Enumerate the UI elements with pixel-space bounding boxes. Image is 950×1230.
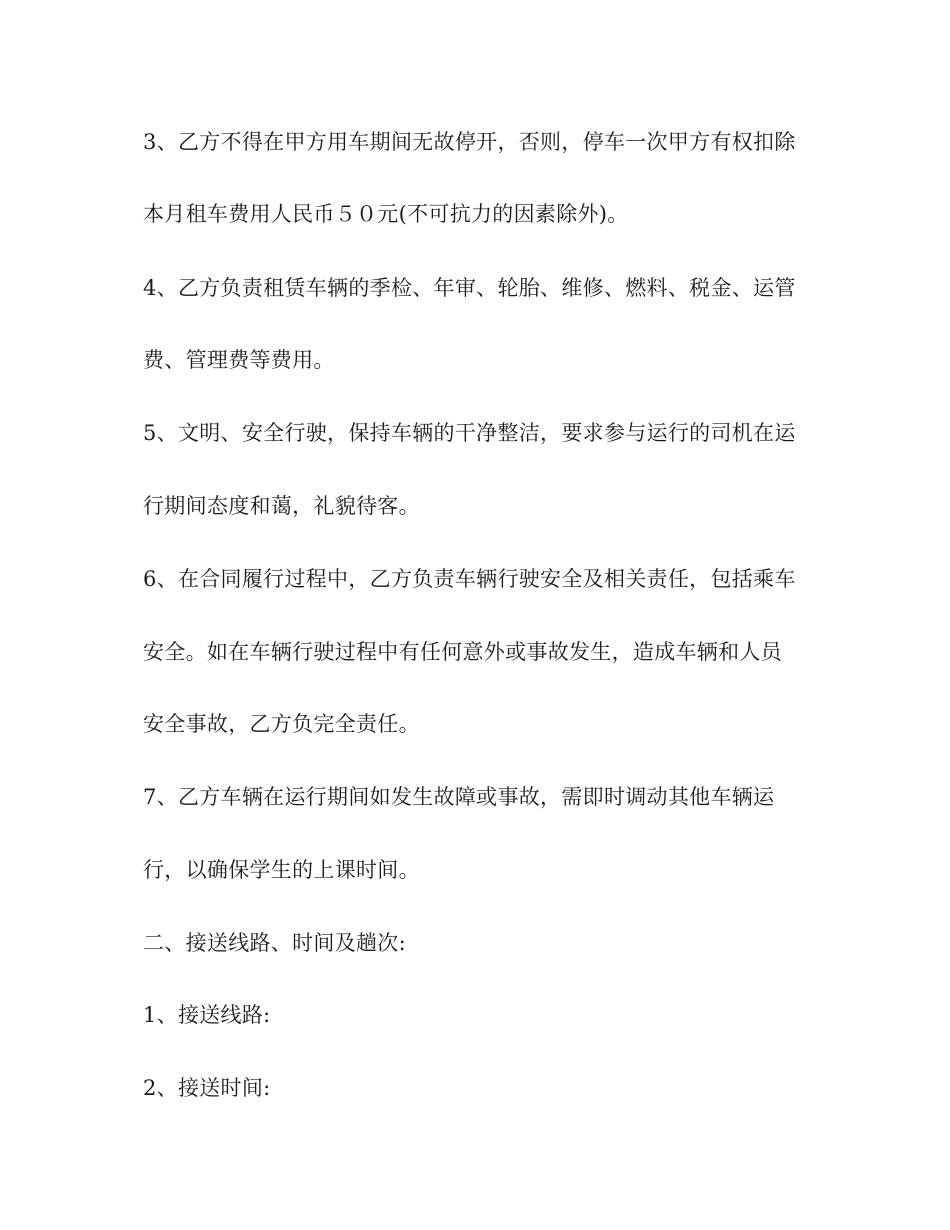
text-line: 安全事故，乙方负完全责任。 (143, 712, 420, 736)
text-line: 6、在合同履行过程中，乙方负责车辆行驶安全及相关责任，包括乘车 (143, 567, 796, 591)
text-line: 行期间态度和蔼，礼貌待客。 (143, 494, 420, 518)
text-line: 4、乙方负责租赁车辆的季检、年审、轮胎、维修、燃料、税金、运管 (143, 276, 796, 300)
text-line: 2、接送时间: (143, 1076, 271, 1100)
section-heading: 二、接送线路、时间及趟次: (143, 931, 406, 955)
text-line: 7、乙方车辆在运行期间如发生故障或事故，需即时调动其他车辆运 (143, 785, 775, 809)
text-line: 行，以确保学生的上课时间。 (143, 858, 420, 882)
text-line: 安全。如在车辆行驶过程中有任何意外或事故发生，造成车辆和人员 (143, 640, 782, 664)
text-line: 3、乙方不得在甲方用车期间无故停开，否则，停车一次甲方有权扣除 (143, 130, 796, 154)
text-line: 1、接送线路: (143, 1003, 271, 1027)
text-line: 费、管理费等费用。 (143, 348, 335, 372)
text-line: 本月租车费用人民币５０元(不可抗力的因素除外)。 (143, 202, 629, 226)
text-line: 5、文明、安全行驶，保持车辆的干净整洁，要求参与运行的司机在运 (143, 421, 796, 445)
